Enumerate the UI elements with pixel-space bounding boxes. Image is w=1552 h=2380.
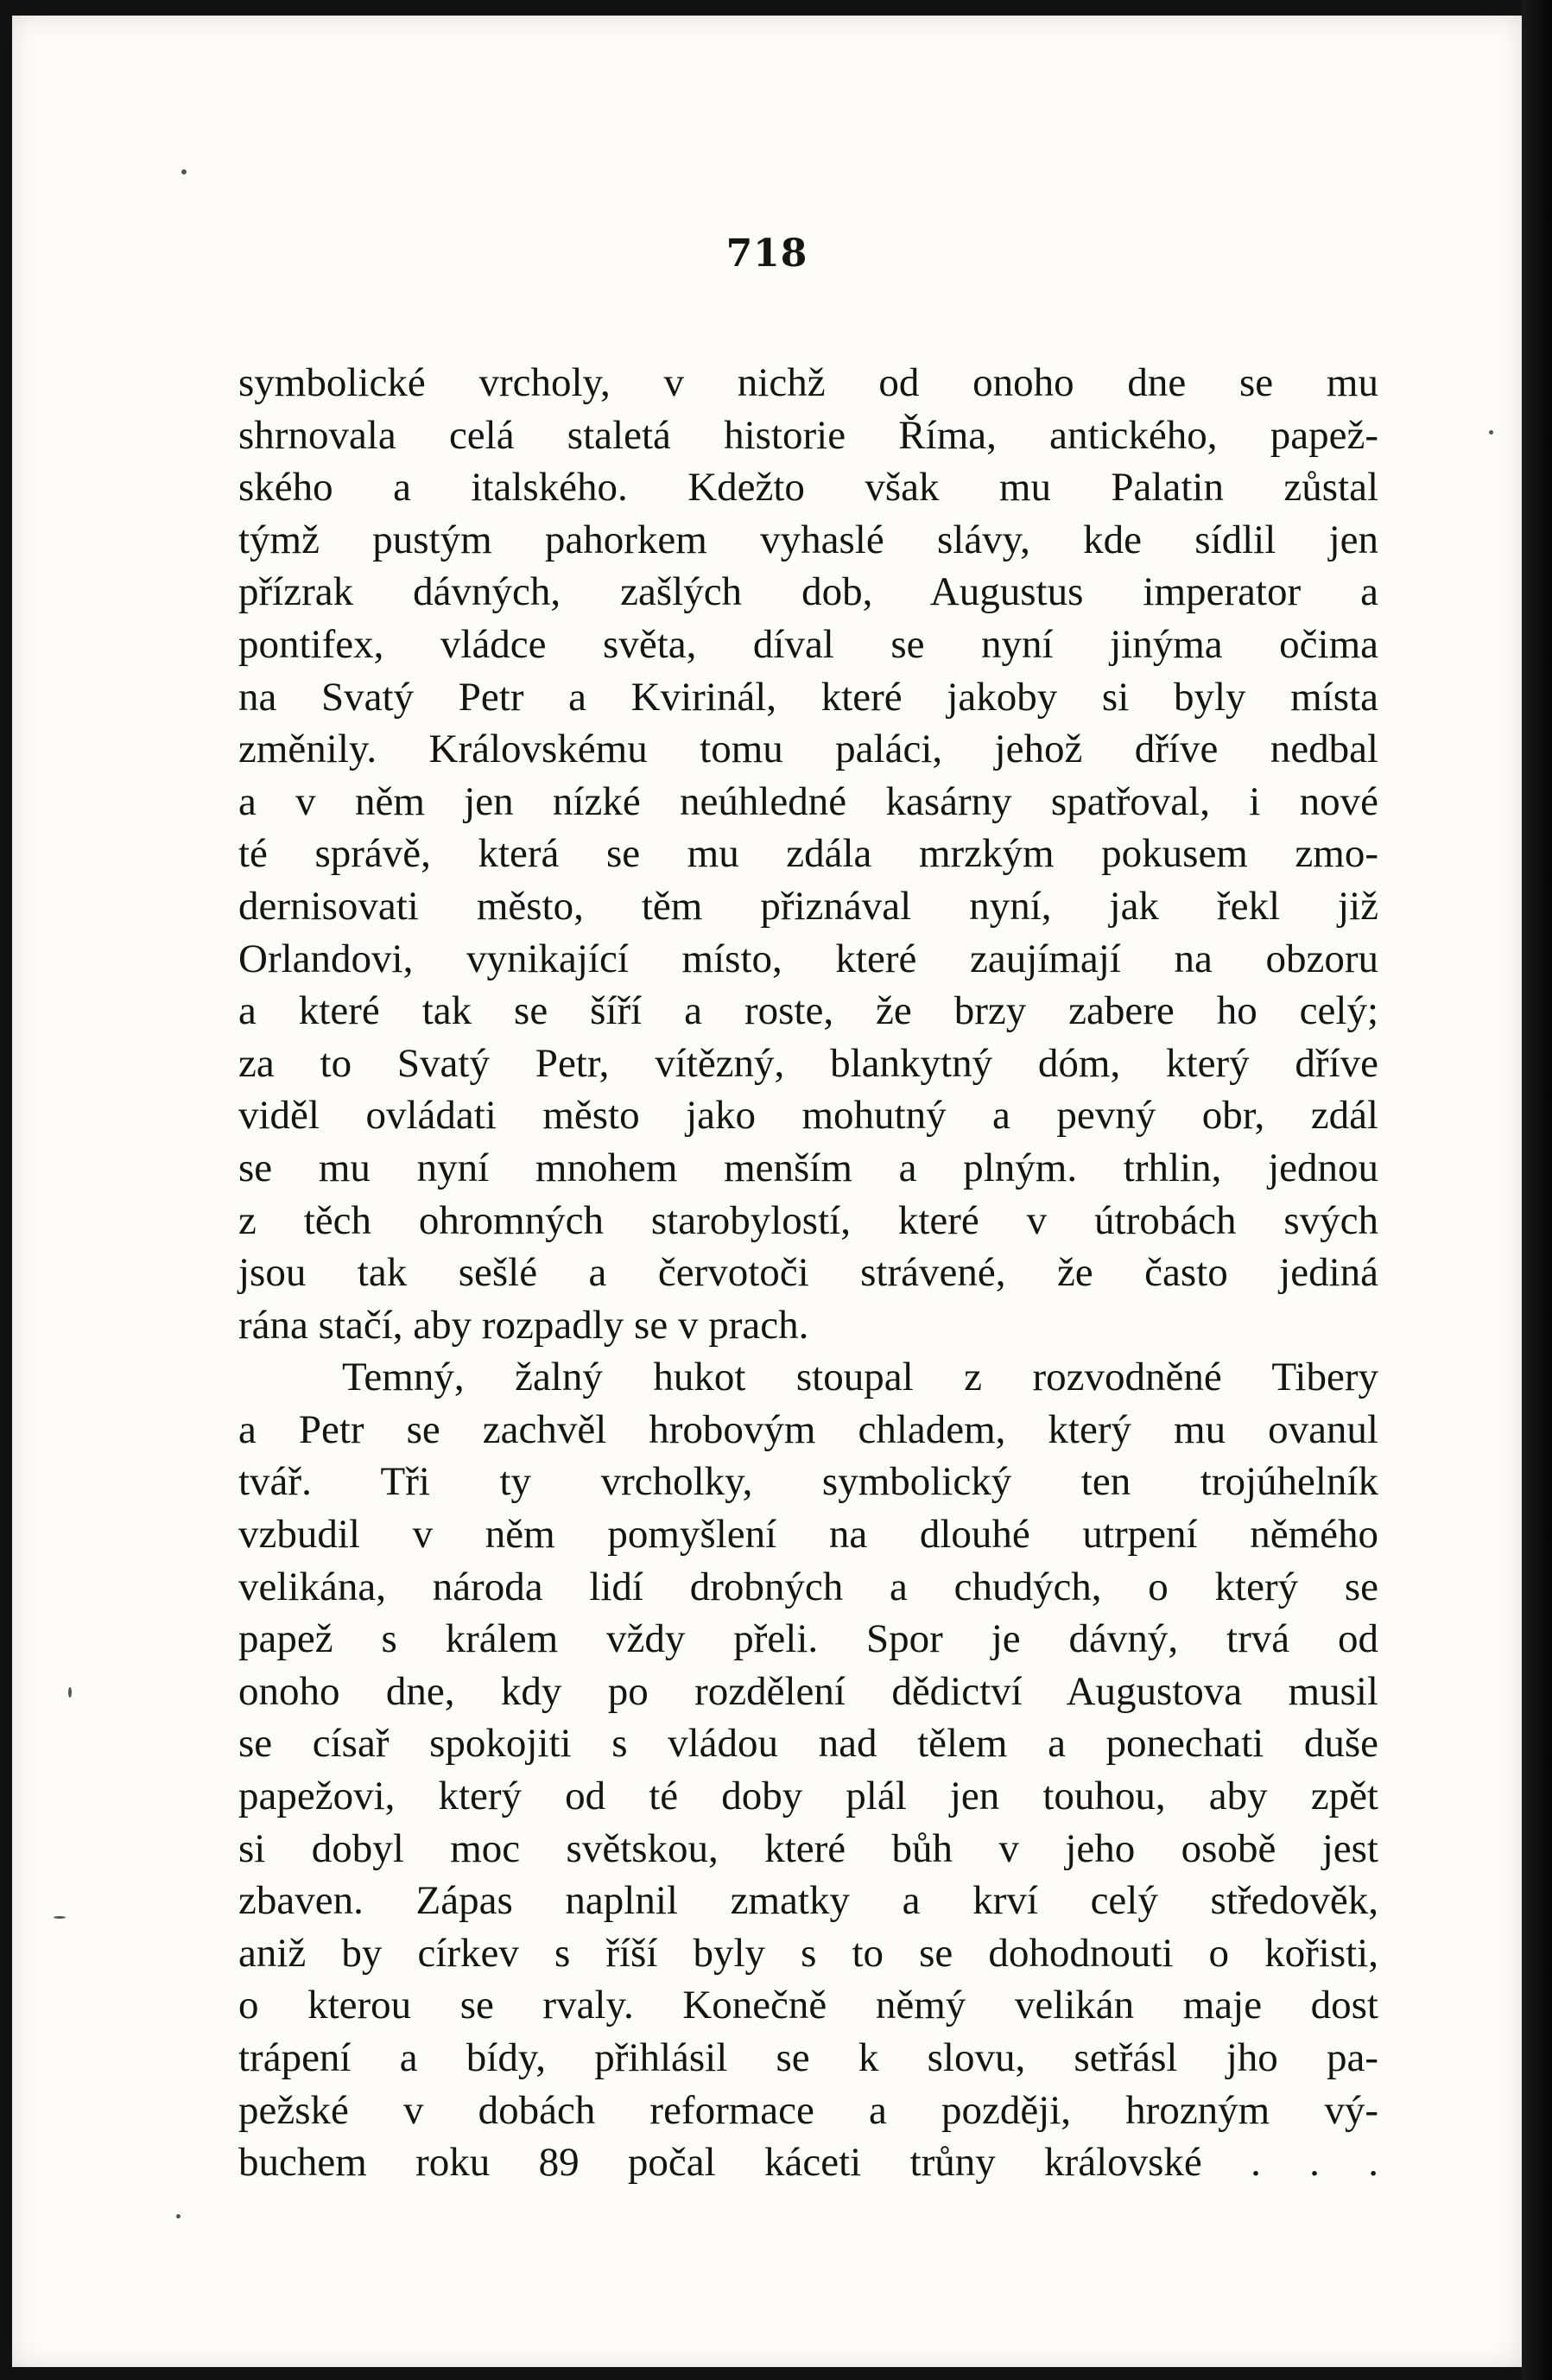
ink-speck bbox=[1489, 430, 1493, 435]
text-line: za to Svatý Petr, vítězný, blankytný dóm, který dříve bbox=[238, 1040, 1378, 1086]
text-line: přízrak dávných, zašlých dob, Augustus imperator a bbox=[238, 569, 1378, 615]
text-line: se mu nyní mnohem menším a plným. trhlin, jednou bbox=[238, 1145, 1378, 1190]
text-line: velikána, národa lidí drobných a chudých, o který se bbox=[238, 1564, 1378, 1609]
text-line: změnily. Královskému tomu paláci, jehož dříve nedbal bbox=[238, 727, 1378, 772]
text-line: a Petr se zachvěl hrobovým chladem, který mu ovanul bbox=[238, 1406, 1378, 1452]
text-line: té správě, která se mu zdála mrzkým pokusem zmo- bbox=[238, 831, 1378, 877]
text-line: trápení a bídy, přihlásil se k slovu, setřásl jho pa- bbox=[238, 2035, 1378, 2080]
text-line: o kterou se rvaly. Konečně němý velikán maje dost bbox=[238, 1983, 1378, 2028]
text-line: ského a italského. Kdežto však mu Palatin zůstal bbox=[238, 465, 1378, 511]
page-number: 718 bbox=[725, 232, 808, 276]
text-line: se císař spokojiti s vládou nad tělem a ponechati duše bbox=[238, 1721, 1378, 1767]
text-line: symbolické vrcholy, v nichž od onoho dne se mu bbox=[238, 360, 1378, 405]
text-line: rána stačí, aby rozpadly se v prach. bbox=[238, 1302, 809, 1348]
text-line: papež s králem vždy přeli. Spor je dávný, trvá od bbox=[238, 1616, 1378, 1662]
text-line: buchem roku 89 počal káceti trůny královské . . . bbox=[238, 2140, 1378, 2186]
text-line: aniž by církev s říší byly s to se dohodnouti o kořisti, bbox=[238, 1930, 1378, 1976]
text-line: na Svatý Petr a Kvirinál, které jakoby si byly místa bbox=[238, 674, 1378, 720]
text-line: Orlandovi, vynikající místo, které zaujímají na obzoru bbox=[238, 936, 1378, 981]
text-line: onoho dne, kdy po rozdělení dědictví Augustova musil bbox=[238, 1668, 1378, 1714]
ink-speck bbox=[54, 1916, 66, 1919]
text-line: pežské v dobách reformace a později, hrozným vý- bbox=[238, 2087, 1378, 2133]
book-page bbox=[12, 16, 1522, 2367]
text-line: tvář. Tři ty vrcholky, symbolický ten trojúhelník bbox=[238, 1459, 1378, 1505]
text-line: dernisovati město, těm přiznával nyní, jak řekl již bbox=[238, 883, 1378, 929]
text-line: jsou tak sešlé a červotoči strávené, že často jediná bbox=[238, 1250, 1378, 1296]
text-line: Temný, žalný hukot stoupal z rozvodněné Tibery bbox=[342, 1355, 1378, 1400]
ink-speck bbox=[176, 2214, 181, 2218]
ink-speck bbox=[68, 1687, 72, 1698]
text-line: zbaven. Zápas naplnil zmatky a krví celý středověk, bbox=[238, 1878, 1378, 1924]
scan-edge bbox=[1522, 0, 1552, 2380]
text-line: si dobyl moc světskou, které bůh v jeho osobě jest bbox=[238, 1825, 1378, 1871]
text-line: viděl ovládati město jako mohutný a pevný obr, zdál bbox=[238, 1093, 1378, 1139]
text-line: papežovi, který od té doby plál jen touhou, aby zpět bbox=[238, 1774, 1378, 1819]
text-line: a v něm jen nízké neúhledné kasárny spatřoval, i nové bbox=[238, 778, 1378, 824]
text-line: týmž pustým pahorkem vyhaslé slávy, kde sídlil jen bbox=[238, 517, 1378, 562]
text-line: vzbudil v něm pomyšlení na dlouhé utrpení němého bbox=[238, 1512, 1378, 1558]
ink-speck bbox=[181, 169, 187, 175]
text-line: z těch ohromných starobylostí, které v útrobách svých bbox=[238, 1197, 1378, 1243]
body-text bbox=[238, 357, 1378, 2189]
text-line: shrnovala celá staletá historie Říma, antického, papež- bbox=[238, 412, 1378, 458]
text-line: pontifex, vládce světa, díval se nyní jinýma očima bbox=[238, 621, 1378, 667]
text-line: a které tak se šíří a roste, že brzy zabere ho celý; bbox=[238, 988, 1378, 1034]
